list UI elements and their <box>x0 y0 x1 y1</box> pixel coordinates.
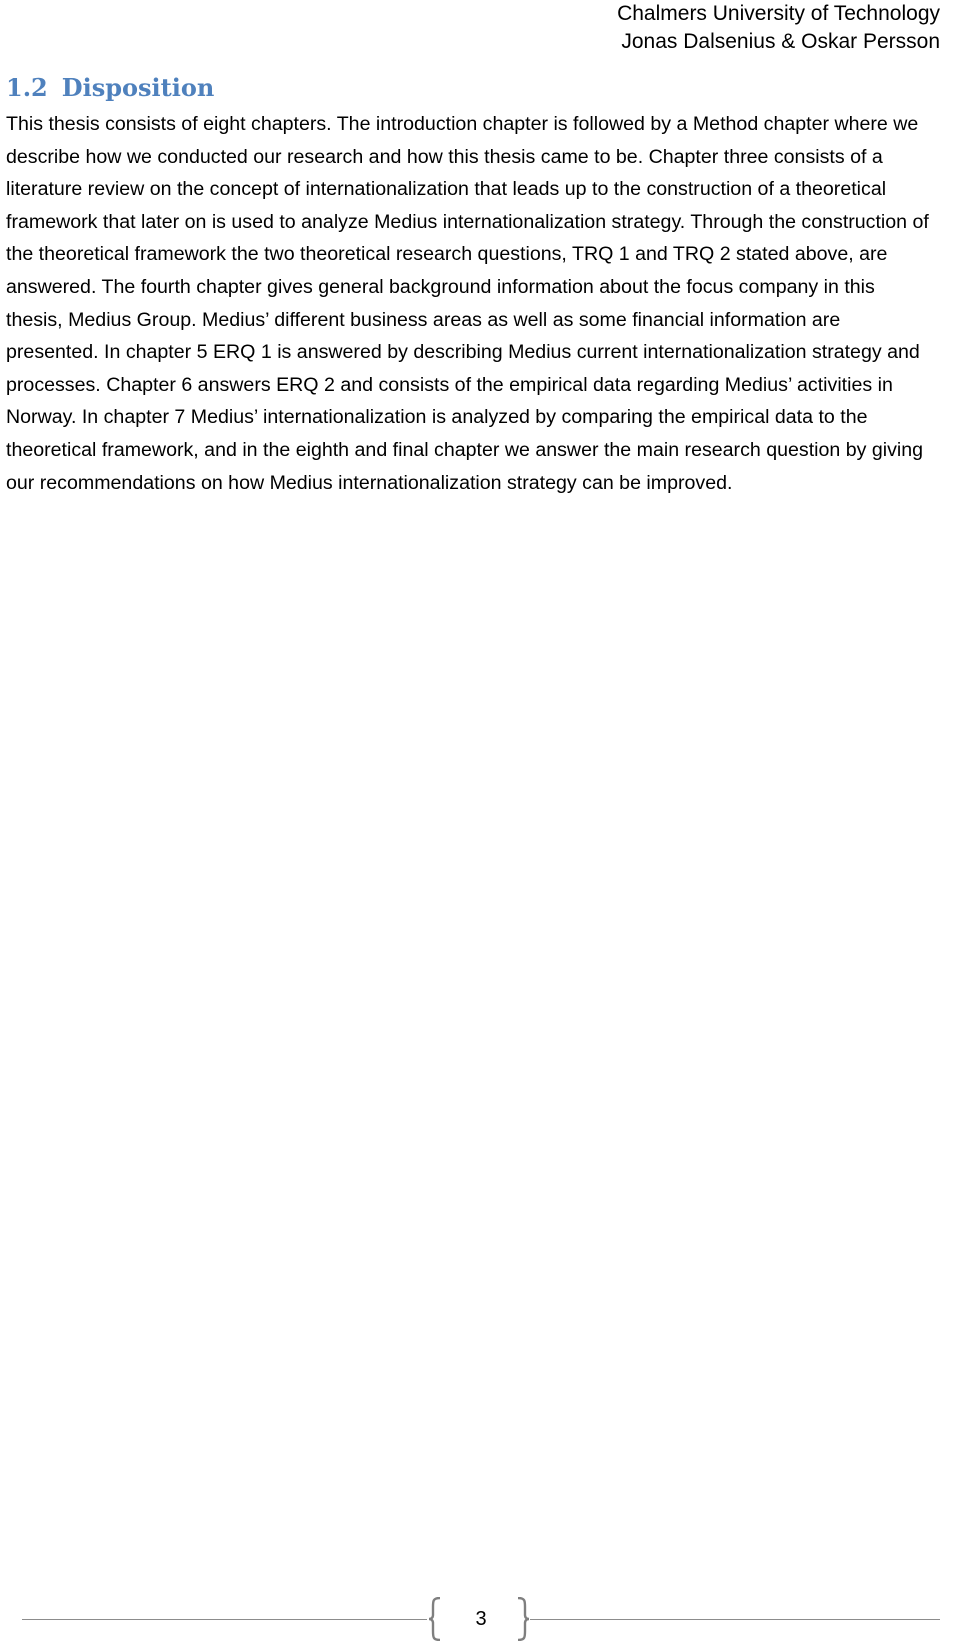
right-brace-icon <box>516 1597 530 1641</box>
page-footer <box>0 1595 960 1645</box>
header-authors: Jonas Dalsenius & Oskar Persson <box>621 30 940 53</box>
page-header <box>617 0 940 56</box>
section-heading <box>6 72 214 104</box>
page-number: 3 <box>475 1608 487 1630</box>
left-brace-icon <box>428 1597 442 1641</box>
body-paragraph: This thesis consists of eight chapters. The introduction chapter is followed by a Method chapter where we describe how we conducted our research and how this thesis came to be. Chapter three consists of a literature review on the concept of internationalization that leads up to the construction of a theoretical framework that later on is used to analyze Medius internationalization strategy. Through the construction of the theoretical framework the two theoretical research questions, TRQ 1 and TRQ 2 stated above, are answered. The fourth chapter gives general background information about the focus company in this thesis, Medius Group. Medius’ different business areas as well as some financial information are presented. In chapter 5 ERQ 1 is answered by describing Medius current internationalization strategy and processes. Chapter 6 answers ERQ 2 and consists of the empirical data regarding Medius’ activities in Norway. In chapter 7 Medius’ internationalization is analyzed by comparing the empirical data to the theoretical framework, and in the eighth and final chapter we answer the main research question by giving our recommendations on how Medius internationalization strategy can be improved. <box>6 113 929 494</box>
footer-rule-right <box>530 1619 940 1620</box>
footer-rule-left <box>22 1619 427 1620</box>
header-institution: Chalmers University of Technology <box>617 2 940 25</box>
section-number: 1.2 <box>6 73 48 102</box>
section-title: Disposition <box>61 73 215 102</box>
